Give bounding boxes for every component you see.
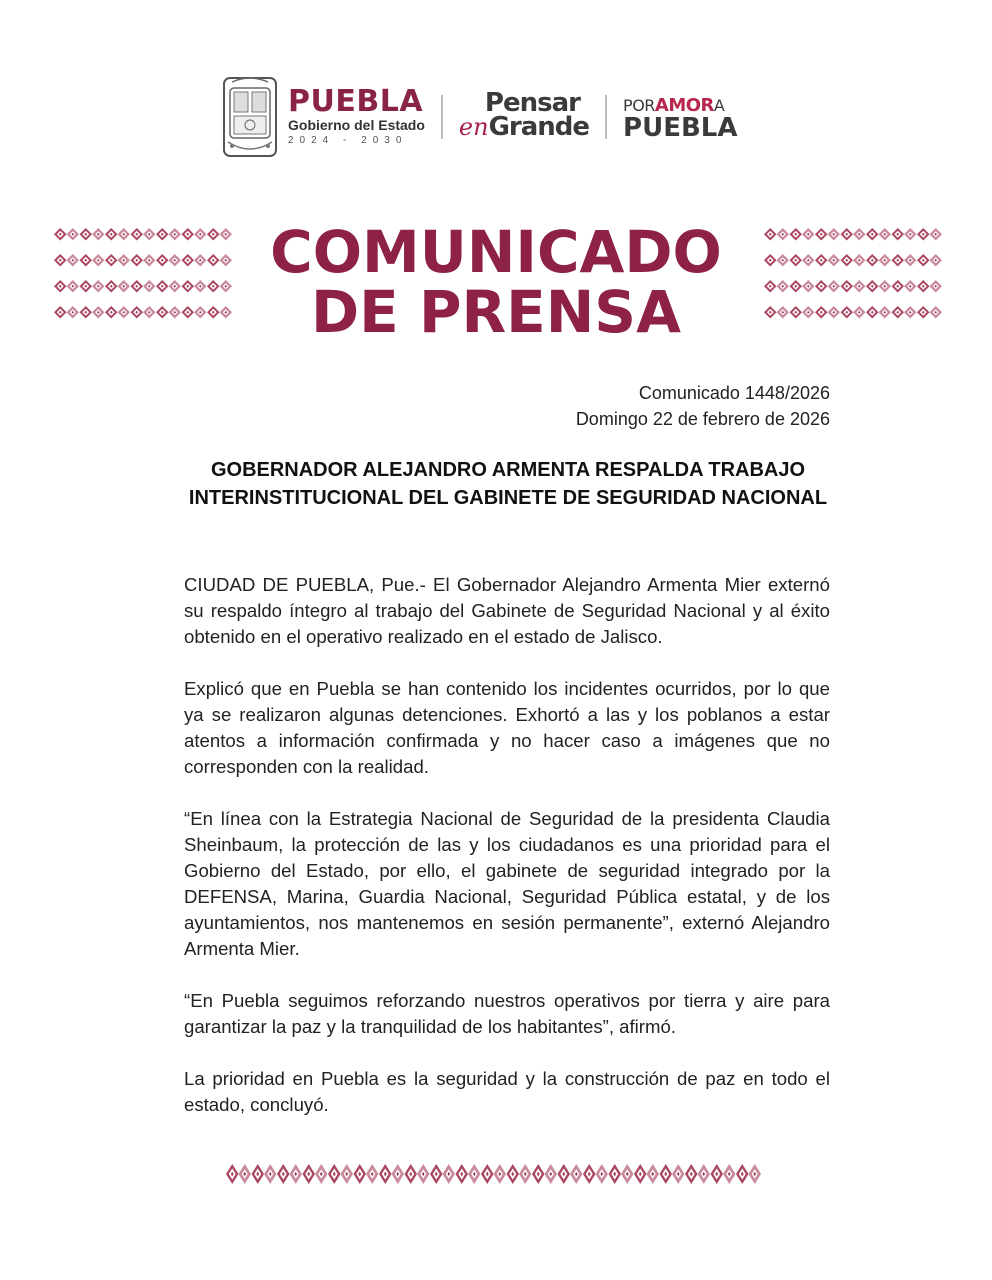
paragraph: “En línea con la Estrategia Nacional de Seguridad de la presidenta Claudia Sheinbaum, la protección de las y los ciudadanos es una prioridad para el Gobierno del Estado, por ello, el gabinete de seguridad integrado por la DEFENSA, Marina, Guardia Nacional, Seguridad Pública estatal, y de los ayuntamientos, nos mantenemos en sesión permanente”, externó Alejandro Armenta Mier. <box>184 808 830 959</box>
body-text <box>184 572 830 1144</box>
a-text: A <box>713 96 725 115</box>
paragraph: Explicó que en Puebla se han contenido los incidentes ocurridos, por lo que ya se realizaron algunas detenciones. Exhortó a las y los poblanos a estar atentos a información confirmada y no hacer caso a imágenes que no corresponden con la realidad. <box>184 678 830 777</box>
pensar-en-grande-logo <box>458 88 590 143</box>
decorative-pattern-icon <box>764 228 944 338</box>
banner-line-1: COMUNICADO <box>270 218 722 286</box>
banner-line-2: DE PRENSA <box>311 278 681 346</box>
decorative-pattern-icon <box>54 228 234 338</box>
release-date: Domingo 22 de febrero de 2026 <box>575 409 830 429</box>
por-text: POR <box>623 96 655 115</box>
por-amor-a-puebla-logo <box>623 95 738 143</box>
paragraph: CIUDAD DE PUEBLA, Pue.- El Gobernador Alejandro Armenta Mier externó su respaldo íntegro al trabajo del Gabinete de Seguridad Nacional y al éxito obtenido en el operativo realizado en el estado de Jalisco. <box>184 574 830 647</box>
banner-title <box>260 218 732 346</box>
press-banner <box>0 218 992 346</box>
amor-text: AMOR <box>654 95 714 116</box>
header-logos <box>222 74 782 160</box>
paragraph: “En Puebla seguimos reforzando nuestros operativos por tierra y aire para garantizar la paz y la tranquilidad de los habitantes”, afirmó. <box>184 990 830 1037</box>
puebla-years: 2024 - 2030 <box>288 134 408 146</box>
release-meta <box>576 380 830 432</box>
logo-divider <box>605 95 607 139</box>
amor-puebla-text: PUEBLA <box>623 113 738 143</box>
puebla-subtitle: Gobierno del Estado <box>288 116 425 133</box>
state-seal-icon <box>222 76 278 158</box>
footer-pattern-icon <box>226 1158 768 1196</box>
en-text: en <box>458 113 489 141</box>
paragraph: La prioridad en Puebla es la seguridad y la construcción de paz en todo el estado, concluyó. <box>184 1068 830 1115</box>
gobierno-logo <box>288 83 425 148</box>
puebla-title: PUEBLA <box>288 83 424 119</box>
pensar-text: Pensar <box>484 88 580 118</box>
grande-text: Grande <box>488 112 590 142</box>
headline: GOBERNADOR ALEJANDRO ARMENTA RESPALDA TRABAJO INTERINSTITUCIONAL DEL GABINETE DE SEGURIDAD NACIONAL <box>188 459 828 509</box>
logo-divider <box>441 95 443 139</box>
release-number: Comunicado 1448/2026 <box>638 383 830 403</box>
